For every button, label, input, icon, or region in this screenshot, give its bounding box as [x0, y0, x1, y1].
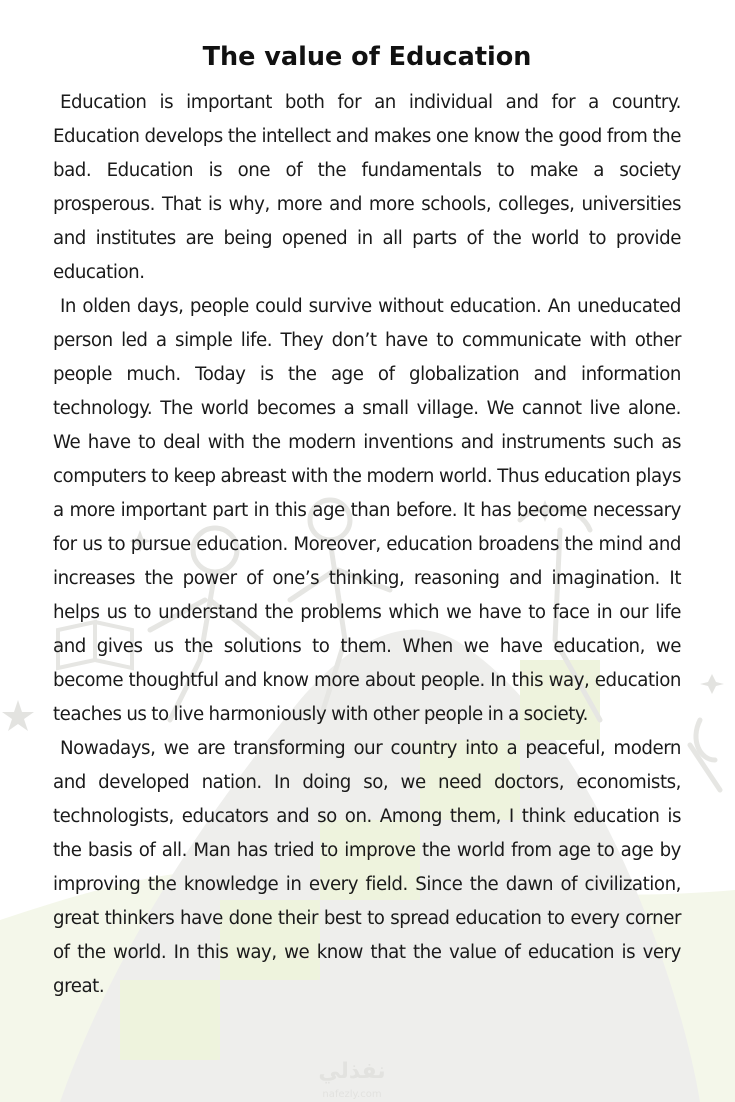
page-title: The value of Education — [202, 42, 532, 72]
paragraph-intro: Education is important both for an individual and for a country. Education develops the intellect and makes one know the good from the bad. Education is one of the fundamentals to make a society prosperous. That is why, more and more schools, colleges, universities and institutes are being opened in all parts of the world to provide education. — [53, 92, 681, 283]
paragraph-olden-days: In olden days, people could survive without education. An uneducated person led a simple life. They don’t have to communicate with other people much. Today is the age of globalization and information technology. The world becomes a small village. We cannot live alone. We have to deal with the modern inventions and instruments such as computers to keep abreast with the modern world. Thus education plays a more important part in this age than before. It has become necessary for us to pursue education. Moreover, education broadens the mind and increases the power of one’s thinking, reasoning and imagination. It helps us to understand the problems which we have to face in our life and gives us the solutions to them. When we have education, we become thoughtful and know more about people. In this way, education teaches us to live harmoniously with other people in a society. — [53, 296, 681, 725]
watermark-brand-arabic: نفذلي — [318, 1059, 386, 1084]
watermark-brand-latin: nafezly.com — [322, 1089, 382, 1100]
paragraph-nowadays: Nowadays, we are transforming our country into a peaceful, modern and developed nation. In doing so, we need doctors, economists, technologists, educators and so on. Among them, I think education is the basis of all. Man has tried to improve the world from age to age by improving the knowledge in every field. Since the dawn of civilization, great thinkers have done their best to spread education to every corner of the world. In this way, we know that the value of education is very great. — [53, 738, 681, 997]
document-body — [53, 38, 681, 1004]
